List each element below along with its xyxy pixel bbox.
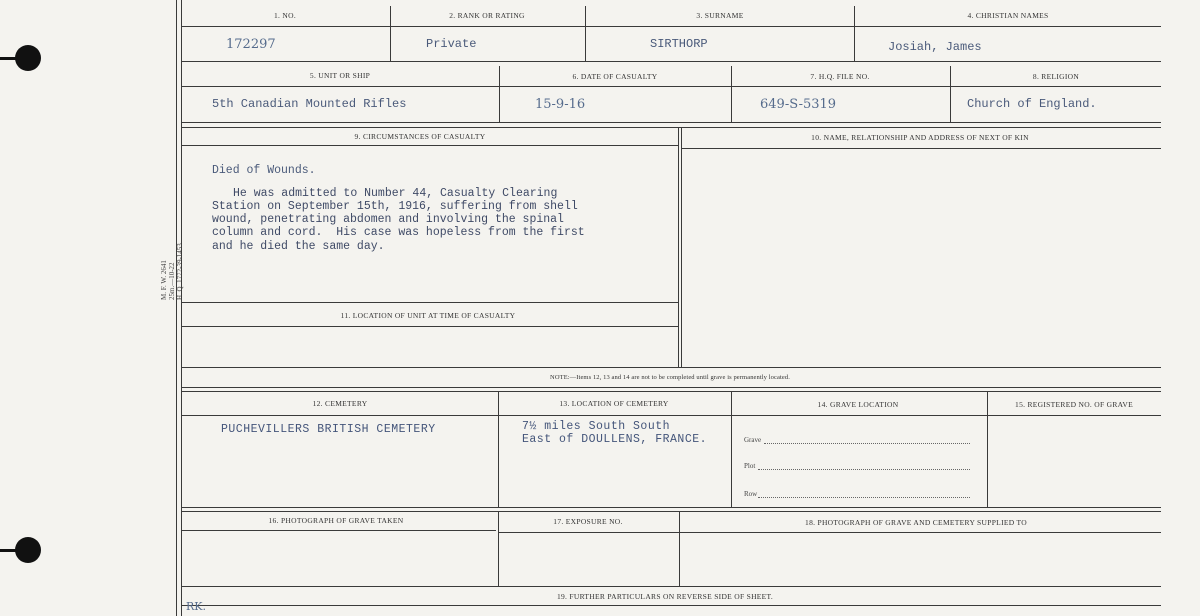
grave-dotted-line bbox=[764, 443, 970, 444]
rule bbox=[681, 127, 682, 367]
rule bbox=[181, 605, 1161, 606]
label-religion: 8. RELIGION bbox=[1032, 72, 1080, 81]
left-border-1 bbox=[176, 0, 177, 616]
value-unit: 5th Canadian Mounted Rifles bbox=[212, 97, 407, 111]
rule bbox=[181, 26, 1161, 27]
label-no: 1. NO. bbox=[273, 11, 297, 20]
rule bbox=[181, 415, 1161, 416]
rule bbox=[181, 387, 1161, 388]
circumstances-line: and he died the same day. bbox=[212, 240, 385, 253]
label-cemetery: 12. CEMETERY bbox=[312, 399, 368, 408]
label-exposure: 17. EXPOSURE NO. bbox=[553, 517, 623, 526]
rule bbox=[181, 530, 496, 531]
rule bbox=[498, 532, 1161, 533]
value-religion: Church of England. bbox=[967, 97, 1097, 111]
rule bbox=[181, 511, 1161, 512]
rule bbox=[854, 6, 855, 61]
value-location-cemetery-1: 7½ miles South South bbox=[522, 420, 671, 433]
rule bbox=[679, 511, 680, 586]
label-circumstances: 9. CIRCUMSTANCES OF CASUALTY bbox=[354, 132, 486, 141]
rule bbox=[498, 391, 499, 507]
label-surname: 3. SURNAME bbox=[696, 11, 744, 20]
rule bbox=[181, 302, 678, 303]
label-date: 6. DATE OF CASUALTY bbox=[572, 72, 658, 81]
label-grave: Grave bbox=[744, 436, 762, 444]
label-file-no: 7. H.Q. FILE NO. bbox=[810, 72, 870, 81]
circumstances-line: He was admitted to Number 44, Casualty Clearing bbox=[233, 187, 558, 200]
label-rank: 2. RANK OR RATING bbox=[449, 11, 525, 20]
rule bbox=[731, 391, 732, 507]
rule bbox=[950, 66, 951, 122]
rule bbox=[498, 511, 499, 586]
rule bbox=[731, 66, 732, 122]
rule bbox=[181, 326, 678, 327]
value-rank: Private bbox=[426, 37, 477, 51]
value-number: 172297 bbox=[226, 37, 276, 52]
rule bbox=[181, 122, 1161, 123]
rule bbox=[181, 367, 1161, 368]
punch-hole-bottom bbox=[15, 537, 41, 563]
punch-hole-top-bar bbox=[0, 57, 18, 60]
rule bbox=[585, 6, 586, 61]
circumstances-line: column and cord. His case was hopeless from the first bbox=[212, 226, 585, 239]
value-date: 15-9-16 bbox=[535, 97, 586, 112]
label-grave-location: 14. GRAVE LOCATION bbox=[817, 400, 899, 409]
label-row: Row bbox=[744, 490, 758, 498]
value-initials: RK. bbox=[186, 600, 206, 613]
label-christian-names: 4. CHRISTIAN NAMES bbox=[967, 11, 1049, 20]
rule bbox=[390, 6, 391, 61]
rule bbox=[181, 86, 1161, 87]
label-unit: 5. UNIT OR SHIP bbox=[309, 71, 371, 80]
side-print-line-1: M. F. W. 2641 bbox=[160, 260, 168, 300]
rule bbox=[678, 127, 679, 367]
label-plot: Plot bbox=[744, 462, 756, 470]
label-photo-taken: 16. PHOTOGRAPH OF GRAVE TAKEN bbox=[268, 516, 404, 525]
value-file-no: 649-S-5319 bbox=[760, 97, 837, 112]
rule bbox=[181, 127, 1161, 128]
rule bbox=[987, 391, 988, 507]
punch-hole-top bbox=[15, 45, 41, 71]
rule bbox=[181, 586, 1161, 587]
side-print-line-3: H. Q. 1772-39-1453 bbox=[176, 243, 184, 300]
rule bbox=[181, 507, 1161, 508]
circumstances-line: wound, penetrating abdomen and involving the spinal bbox=[212, 213, 564, 226]
row-dotted-line bbox=[758, 497, 970, 498]
value-christian-names: Josiah, James bbox=[888, 40, 982, 54]
label-location-of-unit: 11. LOCATION OF UNIT AT TIME OF CASUALTY bbox=[340, 311, 516, 320]
label-photo-supplied: 18. PHOTOGRAPH OF GRAVE AND CEMETERY SUPPLIED TO bbox=[805, 518, 1027, 527]
rule bbox=[181, 145, 679, 146]
note-text: NOTE:—Items 12, 13 and 14 are not to be completed until grave is permanently located. bbox=[550, 374, 790, 381]
value-location-cemetery-2: East of DOULLENS, FRANCE. bbox=[522, 433, 708, 446]
rule bbox=[681, 148, 1161, 149]
label-location-of-cemetery: 13. LOCATION OF CEMETERY bbox=[559, 399, 669, 408]
value-circumstances-title: Died of Wounds. bbox=[212, 164, 316, 177]
label-registered-no: 15. REGISTERED NO. OF GRAVE bbox=[1015, 400, 1133, 409]
rule bbox=[181, 61, 1161, 62]
plot-dotted-line bbox=[758, 469, 970, 470]
label-further-particulars: 19. FURTHER PARTICULARS ON REVERSE SIDE OF SHEET. bbox=[556, 592, 774, 601]
left-border-2 bbox=[181, 0, 182, 616]
rule bbox=[181, 391, 1161, 392]
rule bbox=[499, 66, 500, 122]
label-next-of-kin: 10. NAME, RELATIONSHIP AND ADDRESS OF NEXT OF KIN bbox=[811, 133, 1029, 142]
punch-hole-bottom-bar bbox=[0, 549, 18, 552]
value-surname: SIRTHORP bbox=[650, 37, 708, 51]
side-print-line-2: 25m.—10-22 bbox=[168, 262, 176, 300]
value-cemetery: PUCHEVILLERS BRITISH CEMETERY bbox=[221, 423, 436, 436]
circumstances-line: Station on September 15th, 1916, suffering from shell bbox=[212, 200, 578, 213]
